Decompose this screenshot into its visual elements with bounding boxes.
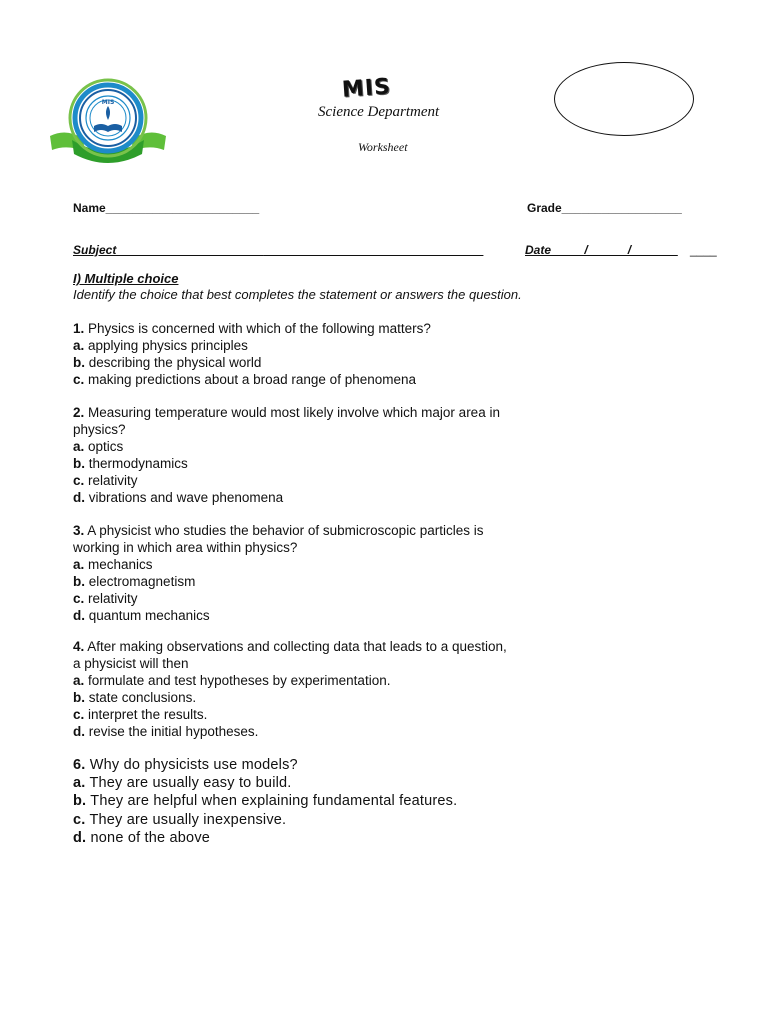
option-letter: c. (73, 811, 86, 828)
option-letter: a. (73, 338, 85, 353)
question-text: A physicist who studies the behavior of submicroscopic particles is (87, 523, 484, 538)
option-letter: c. (73, 707, 85, 722)
option-letter: b. (73, 456, 85, 471)
answer-option[interactable] (73, 354, 593, 371)
option-text: describing the physical world (88, 355, 262, 370)
question-stem (73, 638, 593, 655)
option-letter: a. (73, 439, 85, 454)
question-text-continued: working in which area within physics? (73, 540, 298, 555)
option-text: thermodynamics (88, 456, 188, 471)
question-text-continued: physics? (73, 422, 126, 437)
question-1 (73, 320, 593, 388)
option-letter: b. (73, 793, 87, 810)
grade-oval-box (554, 62, 694, 136)
option-letter: b. (73, 574, 85, 589)
date-field-tail: ____ (690, 243, 717, 257)
date-field[interactable]: Date_____/______/_______ (525, 243, 678, 257)
answer-option[interactable] (73, 337, 593, 354)
option-text: state conclusions. (88, 690, 197, 705)
option-text: electromagnetism (88, 574, 196, 589)
option-letter: a. (73, 775, 86, 792)
answer-option[interactable] (73, 774, 593, 792)
option-text: applying physics principles (88, 338, 248, 353)
answer-option[interactable] (73, 607, 593, 624)
question-number: 6. (73, 757, 86, 773)
question-number: 4. (73, 639, 85, 654)
option-text: none of the above (90, 829, 211, 846)
question-number: 2. (73, 405, 85, 420)
section-instructions: Identify the choice that best completes the statement or answers the question. (73, 287, 522, 302)
question-stem (73, 756, 593, 774)
answer-option[interactable] (73, 489, 593, 506)
option-letter: a. (73, 673, 85, 688)
question-stem (73, 320, 593, 337)
answer-option[interactable] (73, 792, 593, 810)
option-text: They are usually inexpensive. (89, 811, 287, 828)
subject-field[interactable] (73, 243, 483, 257)
question-6 (73, 756, 593, 847)
answer-option[interactable] (73, 472, 593, 489)
option-text: making predictions about a broad range of phenomena (88, 372, 417, 387)
option-letter: b. (73, 690, 85, 705)
option-letter: c. (73, 473, 85, 488)
answer-option[interactable] (73, 689, 593, 706)
answer-option[interactable] (73, 438, 593, 455)
document-type: Worksheet (358, 140, 408, 154)
question-stem (73, 404, 593, 421)
question-text-continued: a physicist will then (73, 656, 189, 671)
option-letter: d. (73, 724, 85, 739)
option-text: relativity (88, 591, 138, 606)
answer-option[interactable] (73, 723, 593, 740)
option-text: interpret the results. (88, 707, 208, 722)
option-text: vibrations and wave phenomena (88, 490, 284, 505)
answer-option[interactable] (73, 706, 593, 723)
answer-option[interactable] (73, 371, 593, 388)
section-title: I) Multiple choice (73, 271, 179, 286)
question-stem (73, 522, 593, 539)
grade-field[interactable]: Grade__________________ (527, 201, 682, 215)
school-logo (46, 78, 170, 164)
option-text: quantum mechanics (88, 608, 210, 623)
school-title: MIS (341, 74, 392, 103)
answer-option[interactable] (73, 829, 593, 847)
question-text: Why do physicists use models? (89, 757, 298, 773)
option-text: They are usually easy to build. (89, 775, 292, 792)
question-2 (73, 404, 593, 506)
answer-option[interactable] (73, 811, 593, 829)
option-text: relativity (88, 473, 138, 488)
answer-option[interactable] (73, 672, 593, 689)
option-text: They are helpful when explaining fundamental features. (90, 793, 458, 810)
subject-line: _________________________________ (263, 243, 484, 257)
option-letter: a. (73, 557, 85, 572)
option-letter: c. (73, 372, 85, 387)
option-text: optics (88, 439, 124, 454)
option-letter: d. (73, 490, 85, 505)
question-number: 1. (73, 321, 85, 336)
answer-option[interactable] (73, 590, 593, 607)
subject-label: Subject______________________ (73, 243, 264, 257)
answer-option[interactable] (73, 556, 593, 573)
question-3 (73, 522, 593, 624)
option-letter: c. (73, 591, 85, 606)
question-4 (73, 638, 593, 740)
option-text: mechanics (88, 557, 153, 572)
answer-option[interactable] (73, 455, 593, 472)
question-text: Measuring temperature would most likely involve which major area in (88, 405, 500, 420)
option-letter: d. (73, 829, 87, 846)
name-field[interactable]: Name_______________________ (73, 201, 260, 215)
option-letter: b. (73, 355, 85, 370)
question-text: Physics is concerned with which of the following matters? (88, 321, 431, 336)
option-letter: d. (73, 608, 85, 623)
option-text: revise the initial hypotheses. (88, 724, 259, 739)
option-text: formulate and test hypotheses by experimentation. (88, 673, 391, 688)
svg-text:MIS: MIS (101, 99, 115, 106)
answer-option[interactable] (73, 573, 593, 590)
question-number: 3. (73, 523, 85, 538)
department-name: Science Department (318, 104, 440, 120)
question-text: After making observations and collecting data that leads to a question, (87, 639, 507, 654)
